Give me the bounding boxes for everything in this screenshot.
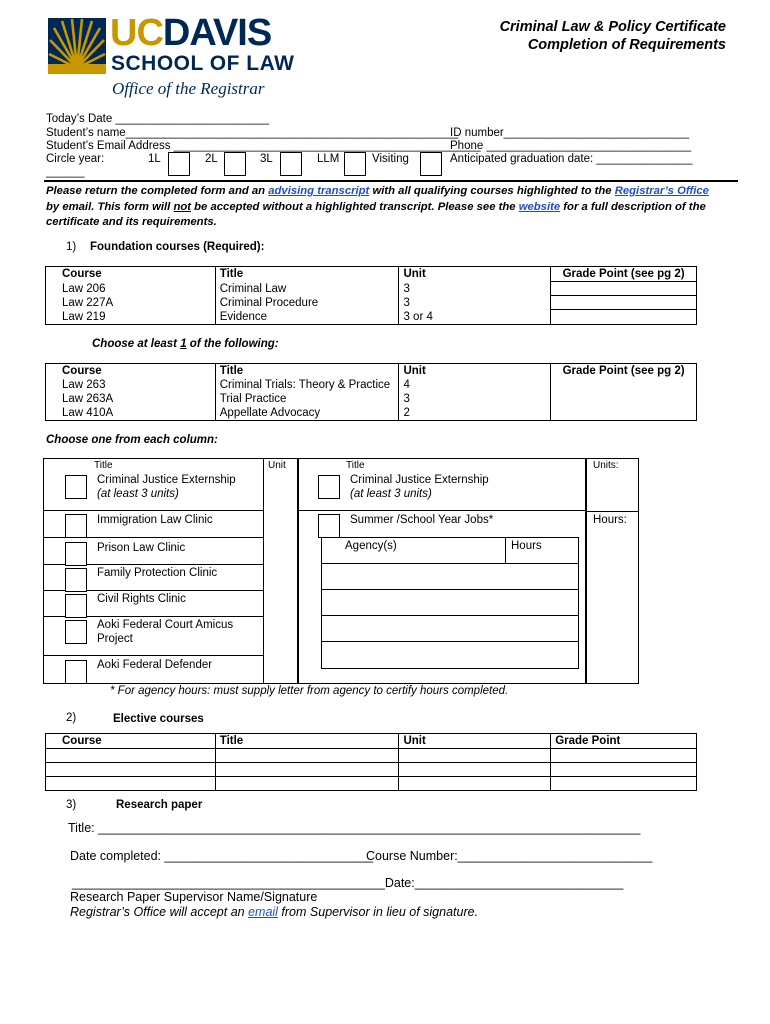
course-cell: Law 206 (46, 282, 216, 296)
unit-cell: 3 (399, 296, 551, 310)
choose-courses-table (45, 363, 697, 421)
table-header-cell (46, 364, 216, 379)
table-header-text: Course (62, 268, 102, 280)
right-units-divider (585, 511, 638, 512)
choose-text-a: Choose at least (92, 338, 181, 350)
table-row[interactable] (46, 777, 697, 791)
left-option-label: Aoki Federal Court Amicus (97, 619, 234, 631)
email-link[interactable]: email (248, 905, 278, 919)
grade-point-cell[interactable] (551, 296, 697, 310)
title-cell: Criminal Law (215, 282, 399, 296)
table-header-row (46, 364, 697, 379)
unit-cell: 3 (399, 282, 551, 296)
accept-text-b: from Supervisor in lieu of signature. (277, 905, 479, 919)
title-cell: Criminal Procedure (215, 296, 399, 310)
unit-cell: 4 (399, 378, 551, 392)
left-option-label: Aoki Federal Defender (97, 659, 213, 671)
agency-grid-line (322, 589, 578, 590)
accept-text-a: Registrar’s Office will accept an (70, 905, 249, 919)
table-header-text: Title (219, 365, 244, 377)
year-3l-label: 3L (260, 153, 273, 165)
logo-wordmark (110, 12, 271, 55)
table-row[interactable] (46, 763, 697, 777)
year-1l-label: 1L (148, 153, 161, 165)
right-option-label: Criminal Justice Externship (350, 474, 489, 486)
table-header-text: Grade Point (see pg 2) (562, 365, 685, 377)
instructions-part1: Please return the completed form and an (46, 185, 269, 197)
section1-title: Foundation courses (Required): (90, 241, 265, 253)
choose-at-least-one (92, 338, 279, 350)
right-option-sublabel: (at least 3 units) (350, 488, 432, 500)
right-option-label: Summer /School Year Jobs* (350, 514, 494, 526)
aoki-federal-defender-checkbox[interactable] (65, 660, 87, 684)
instructions-line2 (46, 200, 736, 216)
form-title-line2: Completion of Requirements (527, 37, 726, 53)
advising-transcript-link[interactable]: advising transcript (268, 185, 370, 197)
table-row (46, 310, 697, 325)
unit-cell: 3 (399, 392, 551, 406)
table-header-text: Title (219, 268, 244, 280)
agency-grid-line (322, 615, 578, 616)
left-option-label: Criminal Justice Externship (97, 474, 236, 486)
left-option-label: Immigration Law Clinic (97, 514, 213, 526)
left-row-divider (44, 655, 264, 656)
table-row (46, 392, 697, 406)
table-header-cell (399, 267, 551, 282)
circle-year-label: Circle year: (46, 153, 105, 165)
student-email-field[interactable]: Student’s Email Address ________________________________________________ (46, 140, 481, 152)
left-option-sublabel: (at least 3 units) (97, 488, 179, 500)
table-header-text: Course (62, 365, 102, 377)
right-units-header: Units: (593, 460, 619, 471)
left-option-label: Family Protection Clinic (97, 567, 218, 579)
grade-point-cell[interactable] (551, 310, 697, 325)
grade-point-cell[interactable] (551, 392, 697, 406)
unit-cell: 2 (399, 406, 551, 421)
section2-number: 2) (66, 712, 77, 724)
header-divider (44, 180, 738, 182)
instructions-not: not (173, 200, 192, 213)
date-completed-field[interactable]: Date completed: ______________________________ (70, 849, 374, 863)
table-header-text: Grade Point (555, 735, 621, 747)
supervisor-label: Research Paper Supervisor Name/Signature (70, 890, 318, 904)
elective-courses-table (45, 733, 697, 791)
title-cell: Evidence (215, 310, 399, 325)
agency-label: Agency(s) (345, 540, 397, 552)
immigration-law-clinic-checkbox[interactable] (65, 514, 87, 538)
table-row (46, 406, 697, 421)
course-cell: Law 227A (46, 296, 216, 310)
left-option-label: Prison Law Clinic (97, 542, 186, 554)
choose-each-column: Choose one from each column: (46, 434, 218, 446)
table-header-cell (46, 267, 216, 282)
table-header-row (46, 267, 697, 282)
table-header-cell (215, 267, 399, 282)
year-visiting-checkbox[interactable] (420, 152, 442, 176)
section3-title: Research paper (116, 799, 203, 811)
left-unit-header: Unit (268, 460, 286, 471)
civil-rights-clinic-checkbox[interactable] (65, 594, 87, 618)
family-protection-clinic-checkbox[interactable] (65, 568, 87, 592)
course-cell: Law 219 (46, 310, 216, 325)
phone-field[interactable]: Phone ________________________________ (450, 140, 692, 152)
summer-school-year-jobs-checkbox[interactable] (318, 514, 340, 538)
table-row[interactable] (46, 749, 697, 763)
table-header-cell (551, 364, 697, 379)
instructions-part5: for a full description of the (560, 200, 706, 213)
instructions-line1 (46, 184, 736, 200)
choose-text-num: 1 (180, 338, 187, 350)
table-header-text: Unit (403, 365, 426, 377)
course-number-field[interactable]: Course Number:____________________________ (366, 849, 653, 863)
table-header-cell (551, 267, 697, 282)
student-name-field[interactable]: Student’s name____________________________________________________ (46, 127, 459, 139)
ucdavis-sunburst-logo (48, 18, 106, 74)
supervisor-signature-field[interactable]: _____________________________________________Date:______________________________ (72, 876, 624, 890)
table-header-row (46, 734, 697, 749)
left-option-label-cont: Project (97, 633, 133, 645)
hours-label: Hours: (593, 514, 627, 526)
title-cell: Appellate Advocacy (215, 406, 399, 421)
logo-davis: DAVIS (162, 12, 272, 54)
year-1l-checkbox[interactable] (168, 152, 190, 176)
instructions-line3: certificate and its requirements. (46, 216, 217, 228)
criminal-justice-externship-right-checkbox[interactable] (318, 475, 340, 499)
todays-date-field[interactable]: Today’s Date ________________________ (46, 113, 269, 125)
form-title (426, 18, 726, 54)
grade-point-cell[interactable] (551, 378, 697, 392)
table-header-text: Grade Point (see pg 2) (562, 268, 685, 280)
table-row (46, 296, 697, 310)
title-cell: Criminal Trials: Theory & Practice (215, 378, 399, 392)
form-title-line1: Criminal Law & Policy Certificate (499, 19, 726, 35)
year-2l-label: 2L (205, 153, 218, 165)
instructions-part2: with all qualifying courses highlighted to the (369, 185, 615, 197)
table-header-cell (215, 364, 399, 379)
instructions (46, 184, 736, 231)
agency-footnote: * For agency hours: must supply letter from agency to certify hours completed. (110, 685, 509, 697)
table-header-text: Course (62, 735, 102, 747)
logo-school-of-law: SCHOOL OF LAW (111, 52, 295, 75)
website-link[interactable]: website (518, 200, 561, 213)
section2-title: Elective courses (113, 713, 204, 725)
left-title-header: Title (94, 460, 113, 471)
year-llm-label: LLM (317, 153, 340, 165)
unit-cell: 3 or 4 (399, 310, 551, 325)
agency-grid-line (322, 563, 578, 564)
title-cell: Trial Practice (215, 392, 399, 406)
aoki-amicus-project-checkbox[interactable] (65, 620, 87, 644)
course-cell: Law 410A (46, 406, 216, 421)
table-header-text: Unit (403, 735, 426, 747)
anticipated-graduation-field[interactable]: Anticipated graduation date: _______________ (450, 153, 693, 165)
left-unit-box (263, 458, 299, 684)
table-row (46, 378, 697, 392)
section3-number: 3) (66, 799, 77, 811)
table-header-cell (46, 734, 216, 749)
logo-registrar: Office of the Registrar (112, 79, 265, 98)
year-3l-checkbox[interactable] (280, 152, 302, 176)
agency-grid-divider (505, 537, 506, 563)
left-row-divider (44, 510, 264, 511)
registrar-office-link[interactable]: Registrar’s Office (614, 185, 709, 197)
right-row-divider (298, 510, 585, 511)
research-title-field[interactable]: Title: ______________________________________________________________________________ (68, 821, 641, 835)
table-header-cell (551, 734, 697, 749)
agency-hours-label: Hours (511, 540, 542, 552)
instructions-part3: by email. This form will (46, 200, 174, 213)
foundation-courses-table (45, 266, 697, 325)
agency-hours-grid (321, 537, 579, 669)
grade-point-cell[interactable] (551, 406, 697, 421)
logo-uc: UC (110, 12, 163, 54)
table-header-cell (399, 734, 551, 749)
left-option-label: Civil Rights Clinic (97, 593, 186, 605)
course-cell: Law 263 (46, 378, 216, 392)
agency-grid-line (322, 641, 578, 642)
year-visiting-label: Visiting (372, 153, 409, 165)
year-llm-checkbox[interactable] (344, 152, 366, 176)
table-header-text: Title (219, 735, 244, 747)
table-row (46, 282, 697, 296)
criminal-justice-externship-left-checkbox[interactable] (65, 475, 87, 499)
section1-number: 1) (66, 241, 77, 253)
table-header-cell (215, 734, 399, 749)
email-acceptance-note (70, 905, 478, 919)
prison-law-clinic-checkbox[interactable] (65, 542, 87, 566)
choose-text-b: of the following: (186, 338, 279, 350)
table-header-cell (399, 364, 551, 379)
year-2l-checkbox[interactable] (224, 152, 246, 176)
year-other-blank: ______ (46, 166, 85, 178)
course-cell: Law 263A (46, 392, 216, 406)
instructions-part4: be accepted without a highlighted transcript. Please see the (191, 200, 519, 213)
right-units-box (585, 458, 639, 684)
grade-point-cell[interactable] (551, 282, 697, 296)
id-number-field[interactable]: ID number_____________________________ (450, 127, 690, 139)
table-header-text: Unit (403, 268, 426, 280)
right-title-header: Title (346, 460, 365, 471)
